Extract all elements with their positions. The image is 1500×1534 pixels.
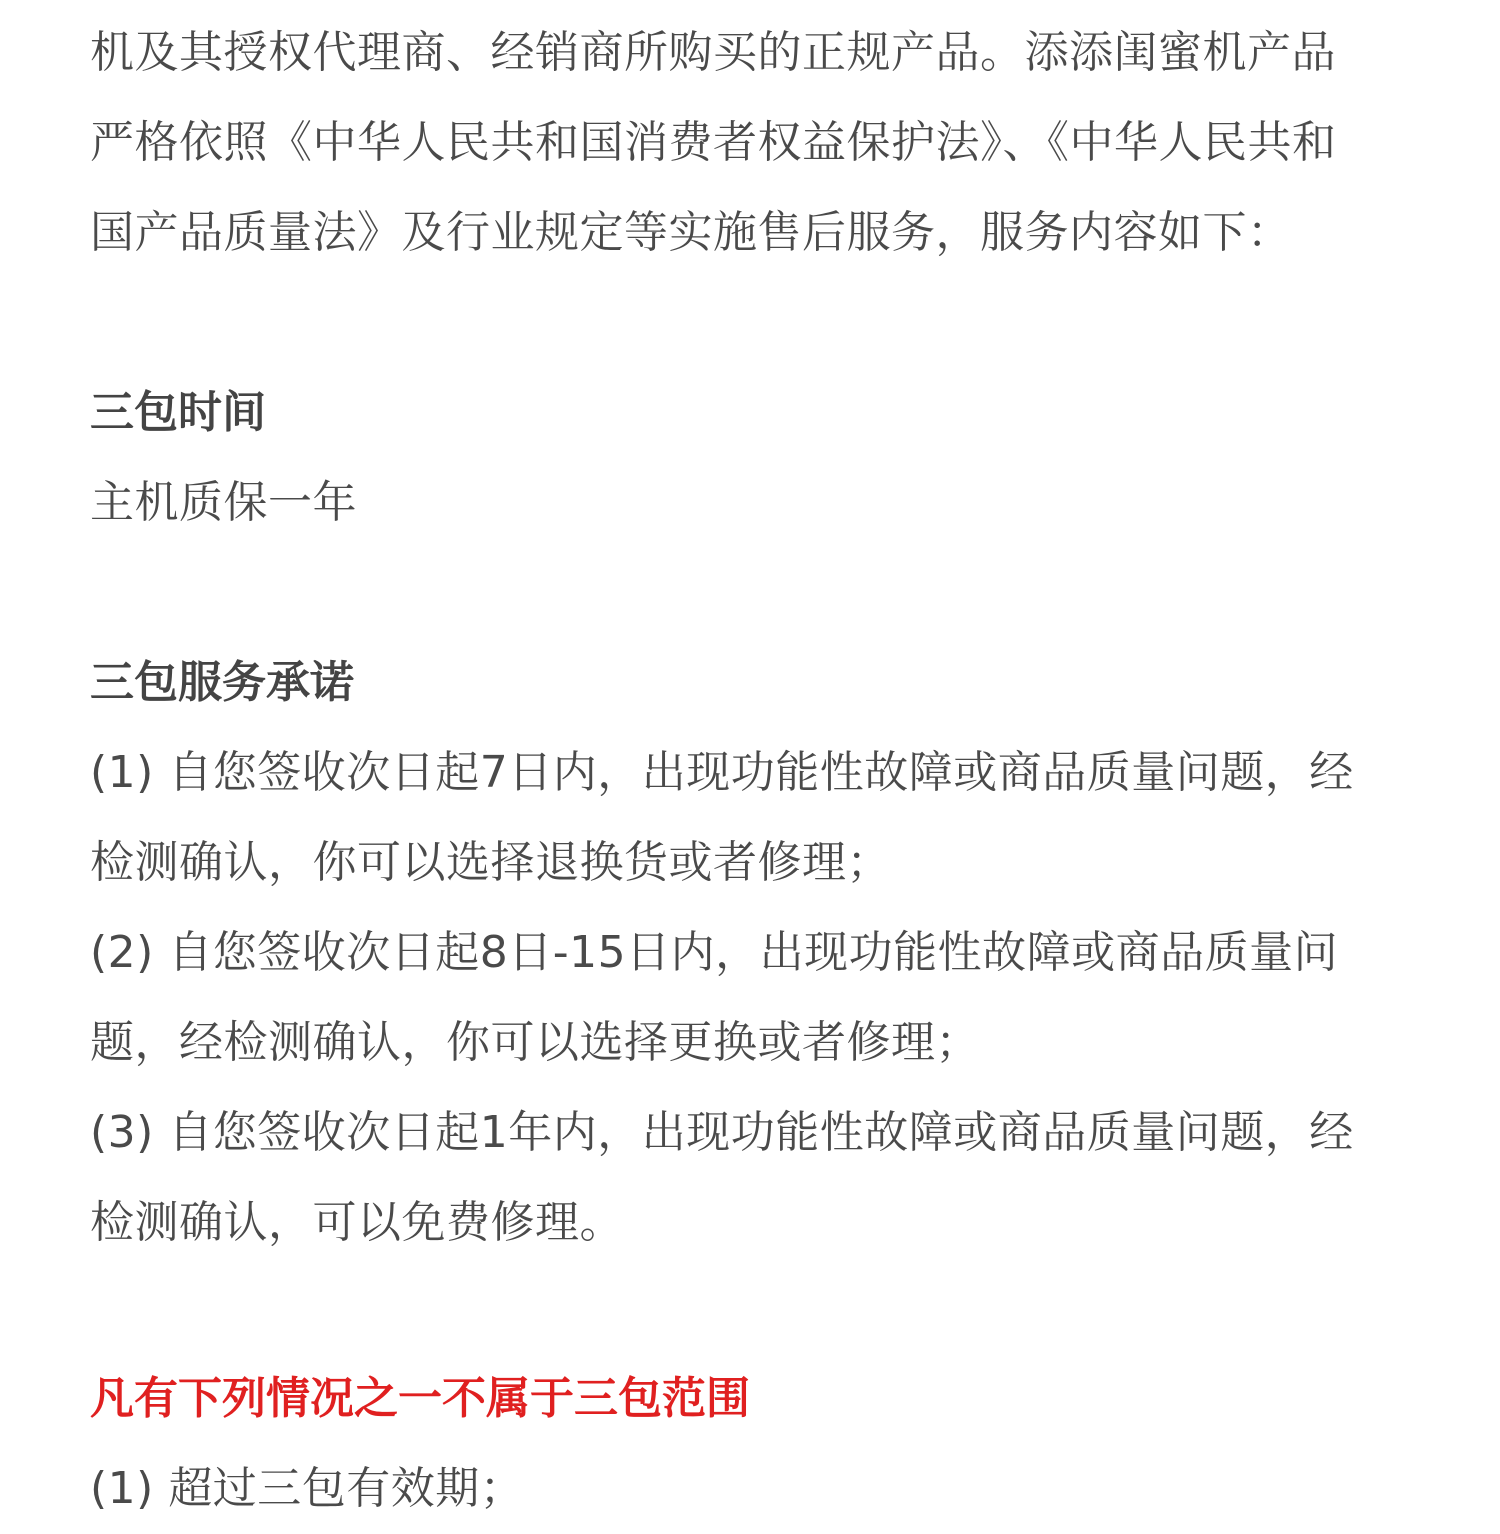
- commitment-line: (3) 自您签收次日起1年内，出现功能性故障或商品质量问题，经: [90, 1107, 1354, 1158]
- exclusions-section: [90, 1354, 750, 1534]
- commitment-line: 题，经检测确认，你可以选择更换或者修理；: [90, 1017, 980, 1068]
- commitment-line: 检测确认，你可以选择退换货或者修理；: [90, 837, 891, 888]
- intro-line: 国产品质量法》及行业规定等实施售后服务，服务内容如下：: [90, 207, 1292, 258]
- commitment-line: (2) 自您签收次日起8日-15日内，出现功能性故障或商品质量问: [90, 927, 1339, 978]
- warranty-period-heading: 三包时间: [90, 387, 266, 438]
- commitment-line: (1) 自您签收次日起7日内，出现功能性故障或商品质量问题，经: [90, 747, 1354, 798]
- service-commitment-section: [90, 638, 1354, 1268]
- intro-paragraph: [90, 8, 1337, 278]
- exclusions-heading: 凡有下列情况之一不属于三包范围: [90, 1373, 750, 1424]
- commitment-line: 检测确认，可以免费修理。: [90, 1197, 624, 1248]
- intro-line: 严格依照《中华人民共和国消费者权益保护法》、《中华人民共和: [90, 117, 1337, 168]
- warranty-period-text: 主机质保一年: [90, 477, 357, 528]
- warranty-period-section: [90, 368, 357, 548]
- exclusion-line: (1) 超过三包有效期；: [90, 1463, 525, 1514]
- intro-line: 机及其授权代理商、经销商所购买的正规产品。添添闺蜜机产品: [90, 27, 1336, 78]
- service-commitment-heading: 三包服务承诺: [90, 657, 354, 708]
